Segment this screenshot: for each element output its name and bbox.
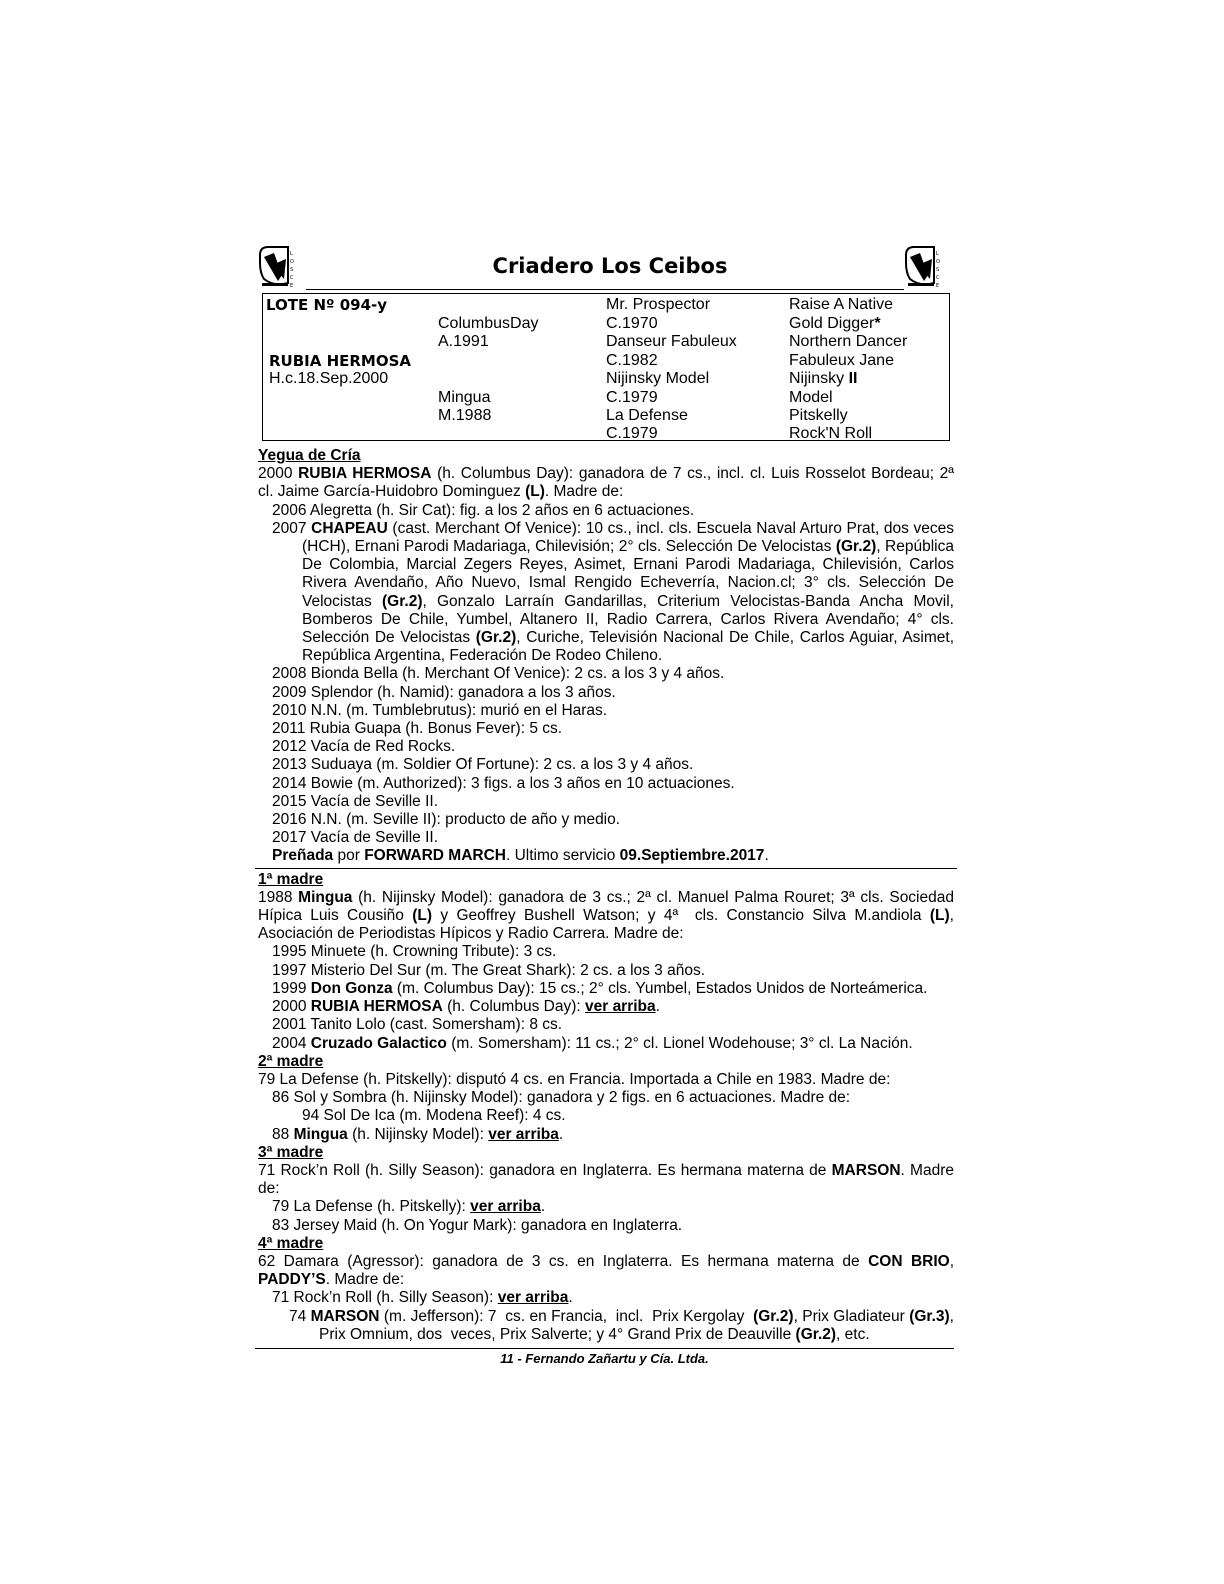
produce-entry: 2008 Bionda Bella (h. Merchant Of Venice): 2 cs. a los 3 y 4 años. <box>272 665 725 683</box>
ggen-1: Raise A Native <box>789 296 894 313</box>
grandsire-ss-info: C.1970 <box>606 315 658 332</box>
svg-text:S: S <box>290 267 294 273</box>
criadero-logo <box>258 245 308 289</box>
produce-entry: 2007 CHAPEAU (cast. Merchant Of Venice): 10 cs., incl. cls. Escuela Naval Arturo Prat, dos veces (HCH), Ernani Parodi Madariaga, Chilevisión; 2° cls. Selección De Velocistas (Gr.2), República De Colombia, Marcial Zegers Reyes, Asimet, Ernani Parodi Madariaga, Chilevisión, Carlos Rivera Avendaño, Año Nuevo, Ismal Rengido Echeverría, Nacion.cl; 3° cls. Selección De Velocistas (Gr.2), Gonzalo Larraín Gandarillas, Criterium Velocistas-Banda Ancha Movil, Bomberos De Chile, Yumbel, Altanero II, Radio Carrera, Carlos Rivera Avendaño; 4° cls. Selección De Velocistas (Gr.2), Curiche, Televisión Nacional De Chile, Carlos Aguiar, Asimet, República Argentina, Federación De Rodeo Chileno. <box>272 519 955 665</box>
granddam-sd-info: C.1982 <box>606 352 658 369</box>
produce-entry: 2012 Vacía de Red Rocks. <box>272 738 456 756</box>
svg-text:E: E <box>936 283 940 289</box>
lote-number: LOTE Nº 094-y <box>266 296 388 314</box>
granddam-dd: La Defense <box>606 407 688 424</box>
pregnancy-status: Preñada por FORWARD MARCH. Ultimo servicio 09.Septiembre.2017. <box>272 847 769 865</box>
svg-text:C: C <box>290 275 294 281</box>
dam-name: Mingua <box>438 389 491 406</box>
produce-entry: 79 La Defense (h. Pitskelly): ver arriba. <box>272 1198 546 1216</box>
produce-entry: 94 Sol De Ica (m. Modena Reef): 4 cs. <box>302 1107 566 1125</box>
ggen-2 <box>789 315 881 333</box>
produce-entry: 1995 Minuete (h. Crowning Tribute): 3 cs. <box>272 943 557 961</box>
dam-entry: 62 Damara (Agressor): ganadora de 3 cs. en Inglaterra. Es hermana materna de CON BRIO, PADDY’S. Madre de: <box>258 1252 955 1289</box>
produce-entry: 2014 Bowie (m. Authorized): 3 figs. a los 3 años en 10 actuaciones. <box>272 774 735 792</box>
criadero-logo-right <box>904 245 954 289</box>
svg-text:L: L <box>936 251 939 257</box>
ggen-4: Fabuleux Jane <box>789 352 894 369</box>
svg-text:O: O <box>290 259 294 265</box>
footer-divider <box>255 1348 954 1349</box>
section-second-dam: 2ª madre <box>258 1052 324 1070</box>
grandsire-ds: Nijinsky Model <box>606 370 710 387</box>
produce-entry: 2006 Alegretta (h. Sir Cat): fig. a los 2 años en 6 actuaciones. <box>272 501 695 519</box>
grandsire-ss: Mr. Prospector <box>606 296 711 313</box>
svg-text:L: L <box>290 251 293 257</box>
page-title: Criadero Los Ceibos <box>492 254 728 278</box>
produce-entry: 2004 Cruzado Galactico (m. Somersham): 11 cs.; 2° cl. Lionel Wodehouse; 3° cl. La Nación. <box>272 1034 913 1052</box>
produce-entry: 2013 Suduaya (m. Soldier Of Fortune): 2 cs. a los 3 y 4 años. <box>272 756 694 774</box>
sire-name: ColumbusDay <box>438 315 539 332</box>
svg-text:C: C <box>936 275 940 281</box>
ggen-8: Rock'N Roll <box>789 425 873 442</box>
produce-entry: 2011 Rubia Guapa (h. Bonus Fever): 5 cs. <box>272 720 563 738</box>
section-first-dam: 1ª madre <box>258 870 324 888</box>
dam-entry: 79 La Defense (h. Pitskelly): disputó 4 cs. en Francia. Importada a Chile en 1983. Madre de: <box>258 1070 891 1088</box>
horse-info: H.c.18.Sep.2000 <box>269 370 389 387</box>
grandsire-ds-info: C.1979 <box>606 389 658 406</box>
produce-entry: 2009 Splendor (h. Namid): ganadora a los 3 años. <box>272 683 616 701</box>
page-footer: 11 - Fernando Zañartu y Cía. Ltda. <box>500 1351 709 1366</box>
ggen-2-mark: * <box>874 315 881 332</box>
dam-entry: 1988 Mingua (h. Nijinsky Model): ganadora de 3 cs.; 2ª cl. Manuel Palma Rouret; 3ª cls. Sociedad Hípica Luis Cousiño (L) y Geoffrey Bushell Watson; y 4ª cls. Constancio Silva M.andiola (L), Asociación de Periodistas Hípicos y Radio Carrera. Madre de: <box>258 888 954 943</box>
produce-entry: 88 Mingua (h. Nijinsky Model): ver arriba. <box>272 1125 564 1143</box>
granddam-dd-info: C.1979 <box>606 425 658 442</box>
granddam-sd: Danseur Fabuleux <box>606 333 737 350</box>
section-third-dam: 3ª madre <box>258 1143 324 1161</box>
produce-entry: 2017 Vacía de Seville II. <box>272 829 439 847</box>
produce-entry: 2001 Tanito Lolo (cast. Somersham): 8 cs. <box>272 1016 563 1034</box>
produce-entry: 74 MARSON (m. Jefferson): 7 cs. en Francia, incl. Prix Kergolay (Gr.2), Prix Gladiateur (Gr.3), Prix Omnium, dos veces, Prix Salverte; y 4° Grand Prix de Deauville (Gr.2), etc. <box>289 1307 954 1343</box>
produce-entry: 2016 N.N. (m. Seville II): producto de año y medio. <box>272 811 621 829</box>
section-yegua: Yegua de Cría <box>258 447 361 464</box>
dam-info: M.1988 <box>438 407 492 424</box>
title-divider <box>306 289 904 290</box>
produce-entry: 2000 RUBIA HERMOSA (h. Columbus Day): ver arriba. <box>272 998 660 1016</box>
section-divider <box>255 868 957 869</box>
produce-entry: 1999 Don Gonza (m. Columbus Day): 15 cs.; 2° cls. Yumbel, Estados Unidos de Norteámerica. <box>272 979 928 997</box>
ggen-5-name: Nijinsky <box>789 370 849 387</box>
produce-entry: 2010 N.N. (m. Tumblebrutus): murió en el Haras. <box>272 701 608 719</box>
produce-entry: 86 Sol y Sombra (h. Nijinsky Model): ganadora y 2 figs. en 6 actuaciones. Madre de: <box>272 1089 851 1107</box>
produce-entry: 2015 Vacía de Seville II. <box>272 792 439 810</box>
ggen-7: Pitskelly <box>789 407 848 424</box>
produce-entry: 83 Jersey Maid (h. On Yogur Mark): ganadora en Inglaterra. <box>272 1216 683 1234</box>
catalog-body <box>258 447 954 1344</box>
ggen-5 <box>789 370 857 388</box>
produce-entry: 71 Rock’n Roll (h. Silly Season): ver arriba. <box>272 1289 573 1307</box>
ggen-3: Northern Dancer <box>789 333 908 350</box>
svg-text:O: O <box>936 259 940 265</box>
ggen-5-roman: II <box>848 370 858 387</box>
sire-info: A.1991 <box>438 333 489 350</box>
produce-entry: 1997 Misterio Del Sur (m. The Great Shark): 2 cs. a los 3 años. <box>272 961 706 979</box>
dam-entry: 71 Rock’n Roll (h. Silly Season): ganadora en Inglaterra. Es hermana materna de MARSON. Madre de: <box>258 1161 954 1198</box>
pedigree-table <box>262 293 950 441</box>
horse-name: RUBIA HERMOSA <box>269 352 412 370</box>
svg-text:S: S <box>936 267 940 273</box>
produce-entry: 2000 RUBIA HERMOSA (h. Columbus Day): ganadora de 7 cs., incl. cl. Luis Rosselot Bordeau; 2ª cl. Jaime García-Huidobro Dominguez (L). Madre de: <box>258 465 954 501</box>
ggen-2-name: Gold Digger <box>789 315 875 332</box>
svg-text:E: E <box>290 283 294 289</box>
ggen-6: Model <box>789 389 833 406</box>
section-fourth-dam: 4ª madre <box>258 1234 324 1252</box>
